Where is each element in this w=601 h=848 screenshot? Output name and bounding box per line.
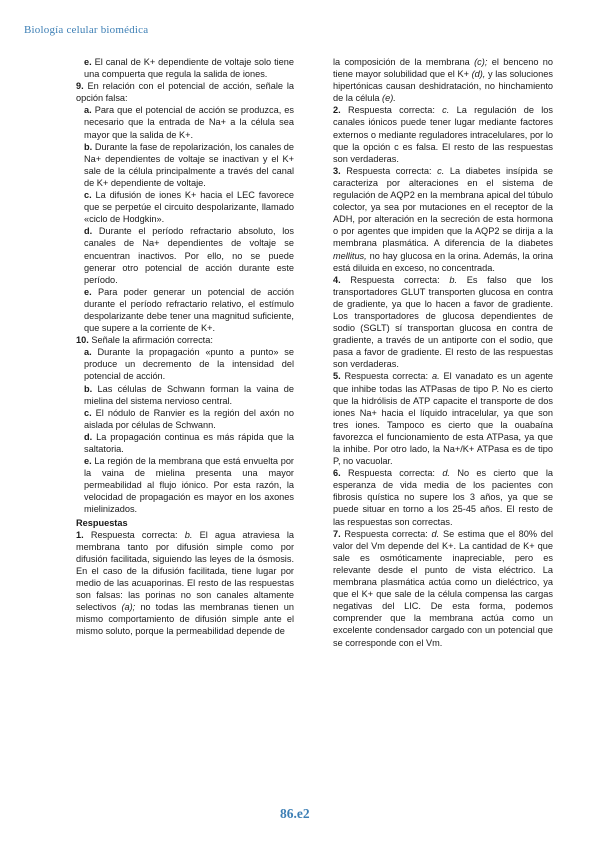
answer-6: 6. Respuesta correcta: d. No es cierto que la esperanza de vida media de los pacientes con fibrosis quística no supere los 3 años, ya que se puede situar en torno a los 25-45 años. El resto de las respuestas son correctas. xyxy=(333,468,553,527)
question-9: 9. En relación con el potencial de acción, señale la opción falsa: xyxy=(76,81,294,104)
answer-1-continued: la composición de la membrana (c); el benceno no tiene mayor solubilidad que el K+ (d), y las soluciones hipertónicas causan deshidratación, no hinchamiento de la célula (e). xyxy=(333,57,553,104)
q10-option-c: c. El nódulo de Ranvier es la región del axón no aislada por células de Schwann. xyxy=(84,407,295,430)
answer-1: 1. Respuesta correcta: b. El agua atraviesa la membrana tanto por difusión simple como por difusión facilitada, siguiendo las leyes de la ósmosis. En el caso de la difusión facilitada, tiene lugar por medio de las acuaporinas. El resto de las respuestas son falsas: las porinas no son canales altamente selectivos (a); no todas las membranas tienen un mismo comportamiento de difusión simple ante el mismo soluto, porque la permeabilidad depende de xyxy=(76,529,294,637)
right-column xyxy=(333,56,553,649)
q9-option-d: d. Durante el período refractario absoluto, los canales de Na+ dependientes de voltaje se encuentran inactivos. Por ello, no se puede generar otro potencial de acción durante este período. xyxy=(84,226,294,285)
q9-option-a: a. Para que el potencial de acción se produzca, es necesario que la entrada de Na+ a la célula sea mayor que la salida de K+. xyxy=(84,105,294,140)
q10-option-a: a. Durante la propagación «punto a punto» se produce un decremento de la intensidad del potencial de acción. xyxy=(84,347,294,382)
left-column xyxy=(76,56,294,638)
answer-3: 3. Respuesta correcta: c. La diabetes insípida se caracteriza por alteraciones en el sistema de regulación de AQP2 en la membrana apical del túbulo colector, ya sea por mutaciones en el receptor de la ADH, por alteración en la secreción de esta hormona o por agentes que impiden que la AQP2 se dirija a la membrana plasmática. A diferencia de la diabetes mellitus, no hay glucosa en la orina. Además, la orina está diluida en exceso, no concentrada. xyxy=(333,165,553,273)
answer-5: 5. Respuesta correcta: a. El vanadato es un agente que inhibe todas las ATPasas de tipo P. No es cierto que la hidrólisis de ATP capacite el transporte de dos iones Na+ hacia el líquido intracelular, ya que son tres iones. Tampoco es cierto que la ouabaína favorezca el funcionamiento de esta ATPasa, ya que la inhibe. Por otro lado, la Na+/K+ ATPasa es de tipo P, no vacuolar. xyxy=(333,371,553,467)
answer-7: 7. Respuesta correcta: d. Se estima que el 80% del valor del Vm depende del K+. La cantidad de K+ que sale es osmóticamente inapreciable, pero es relevante desde el punto de vista eléctrico. La membrana plasmática actúa como un dieléctrico, ya que el K+ que sale de la célula compensa las cargas negativas del LIC. De esta forma, podemos comprender que la membrana actúa como un excelente condensador cargado con un potencial que se corresponde con el Vm. xyxy=(333,528,553,648)
q9-option-e: e. Para poder generar un potencial de acción durante el período refractario relativo, el estímulo despolarizante debe tener una magnitud suficiente, que supere a la corriente de K+. xyxy=(84,286,294,334)
question-10: 10. Señale la afirmación correcta: xyxy=(76,335,213,346)
q9-option-b: b. Durante la fase de repolarización, los canales de Na+ dependientes de voltaje se inactivan y el K+ sale de la célula principalmente a través del canal de K+ dependiente de voltaje. xyxy=(84,141,295,188)
q10-option-d: d. La propagación continua es más rápida que la saltatoria. xyxy=(84,431,294,454)
q10-option-e: e. La región de la membrana que está envuelta por la vaina de mielina presenta una mayor permeabilidad al flujo iónico. Por esta razón, la velocidad de propagación es mayor en los axones mielinizados. xyxy=(84,456,294,515)
q9-option-c: c. La difusión de iones K+ hacia el LEC favorece que se perpetúe el circuito despolarizante, llamado «ciclo de Hodgkin». xyxy=(84,190,294,225)
page-number: 86.e2 xyxy=(280,806,310,821)
answer-4: 4. Respuesta correcta: b. Es falso que los transportadores GLUT transporten glucosa en contra de gradiente, ya que lo hacen a favor de gradiente. Los transportadores de glucosa dependientes de sodio (SGLT) sí transportan glucosa en contra de gradiente, a través de un antiporte con el sodio, que pasa a favor de gradiente. El resto de las respuestas son verdaderas. xyxy=(333,274,553,370)
answers-heading: Respuestas xyxy=(76,517,128,528)
answer-2: 2. Respuesta correcta: c. La regulación de los canales iónicos puede tener lugar mediante factores externos o mediante reguladores intracelulares, por lo que la opción c es falsa. El resto de las respuestas son verdaderas. xyxy=(333,105,553,164)
q8-option-e: e. El canal de K+ dependiente de voltaje solo tiene una compuerta que regula la salida de iones. xyxy=(84,57,294,80)
running-header: Biología celular biomédica xyxy=(24,24,149,36)
q10-option-b: b. Las células de Schwann forman la vaina de mielina del sistema nervioso central. xyxy=(84,383,294,406)
